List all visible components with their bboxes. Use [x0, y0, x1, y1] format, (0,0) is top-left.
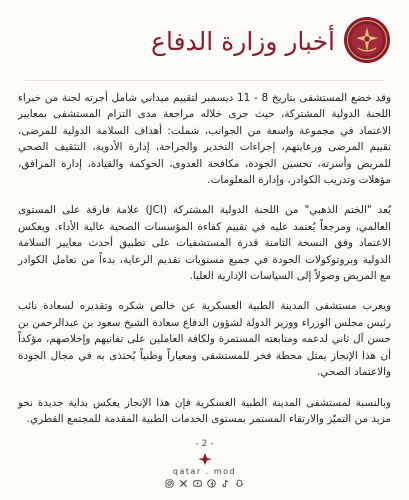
- x-icon[interactable]: [179, 479, 188, 488]
- header-divider: [24, 80, 385, 81]
- snapchat-icon[interactable]: [235, 479, 244, 488]
- facebook-icon[interactable]: [207, 479, 216, 488]
- page-title: أخبار وزارة الدفاع: [151, 27, 335, 56]
- page-number: - 2 -: [195, 439, 214, 449]
- tiktok-icon[interactable]: [221, 479, 230, 488]
- social-handle: qatar . mod: [172, 467, 237, 476]
- footer: [0, 438, 409, 488]
- paragraph-3: ويعرب مستشفى المدينة الطبية العسكرية عن خالص شكره وتقديره لسعادة نائب رئيس مجلس الوزراء ووزير الدولة لشؤون الدفاع سعادة الشيخ سعود بن عبدالرحمن بن حسن آل ثاني لدعمه ومتابعته المستمرة ولكافة العاملين على تفانيهم وإخلاصهم، مؤكداً أن هذا الإنجاز يمثل محطة فخر للمستشفى ومعياراً وطنياً يُحتذى به في مجال الجودة والاعتماد الصحي.: [18, 300, 391, 379]
- youtube-icon[interactable]: [193, 479, 202, 488]
- paragraph-1: وقد خضع المستشفى بتاريخ 8 - 11 ديسمبر لتقييم ميداني شامل أجرته لجنة من خبراء اللجنة الدولية المشتركة، حيث جرى خلاله مراجعة مدى التزام المستشفى بمعايير الاعتماد في مجموعة واسعة من الجوانب، شملت: أهداف السلامة الدولية للمرضى، تقييم المرضى ورعايتهم، إجراءات التخدير والجراحة، إدارة الأدوية، التثقيف الصحي للمريض وأسرته، تحسين الجودة، مكافحة العدوى، الحوكمة والقيادة، إدارة المرافق، مؤهلات وتدريب الكوادر، وإدارة المعلومات.: [18, 92, 391, 187]
- header: [0, 14, 409, 70]
- ministry-logo-icon: [196, 452, 214, 466]
- ministry-emblem-icon: [343, 16, 391, 64]
- social-links: [0, 479, 409, 488]
- paragraph-4: وبالنسبة لمستشفى المدينة الطبية العسكرية فإن هذا الإنجاز يعكس بداية جديدة نحو مزيد من التميّز والارتقاء المستمر بمستوى الخدمات الطبية المقدمة للمجتمع القطري.: [18, 396, 391, 425]
- paragraph-2: يُعد "الختم الذهبي" من اللجنة الدولية المشتركة (JCI) علامة فارقة على المستوى العالمي، ومرجعاً يُعتمد عليه في تقييم كفاءة المؤسسات الصحية عالية الأداء. ويعكس الاعتماد وفق النسخة الثامنة قدرة المستشفيات على تطبيق أحدث معايير السلامة الدولية وبروتوكولات الجودة في جميع مستويات تقديم الرعاية، بدءاً من تعامل الكوادر مع المريض وصولاً إلى السياسات الإدارية العليا.: [18, 204, 391, 283]
- instagram-icon[interactable]: [165, 479, 174, 488]
- article-body: [18, 90, 391, 441]
